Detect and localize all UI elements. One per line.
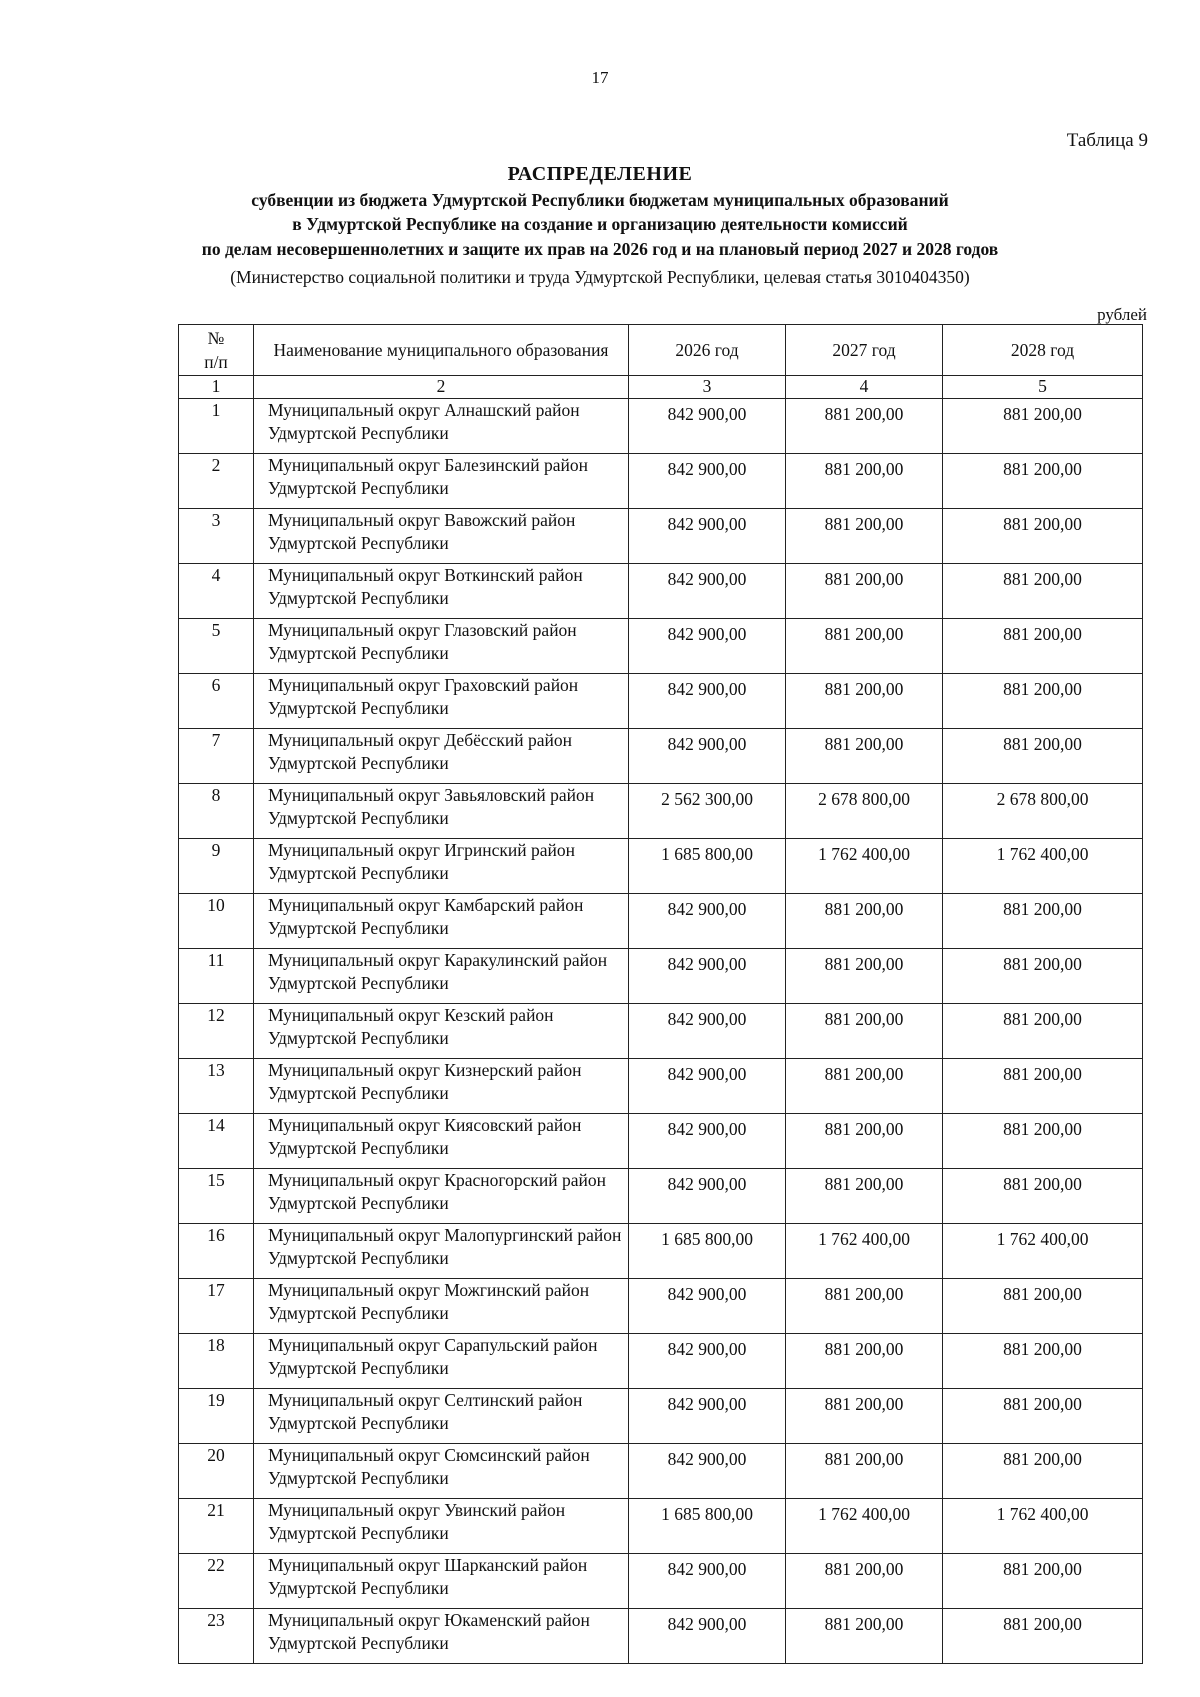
amount-2027-cell: 881 200,00 xyxy=(786,1279,943,1334)
header-number-cell xyxy=(179,325,254,376)
amount-2026-cell: 842 900,00 xyxy=(629,454,786,509)
amount-2028-cell: 881 200,00 xyxy=(943,1609,1143,1664)
amount-2026-cell: 2 562 300,00 xyxy=(629,784,786,839)
amount-2026-cell: 1 685 800,00 xyxy=(629,839,786,894)
column-number: 4 xyxy=(786,376,943,399)
row-number-cell: 20 xyxy=(179,1444,254,1499)
municipality-name-cell: Муниципальный округ Сюмсинский район Удмуртской Республики xyxy=(254,1444,629,1499)
municipality-name-cell: Муниципальный округ Шарканский район Удмуртской Республики xyxy=(254,1554,629,1609)
row-number-cell: 23 xyxy=(179,1609,254,1664)
document-title: РАСПРЕДЕЛЕНИЕ xyxy=(507,163,693,185)
column-number: 5 xyxy=(943,376,1143,399)
amount-2026-cell: 842 900,00 xyxy=(629,729,786,784)
amount-2026-cell: 842 900,00 xyxy=(629,894,786,949)
table-row xyxy=(179,949,1143,1004)
amount-2027-cell: 881 200,00 xyxy=(786,1059,943,1114)
amount-2027-cell: 881 200,00 xyxy=(786,1004,943,1059)
table-row xyxy=(179,1334,1143,1389)
table-row xyxy=(179,839,1143,894)
table-row xyxy=(179,1609,1143,1664)
table-row xyxy=(179,1554,1143,1609)
municipality-name-cell: Муниципальный округ Глазовский район Удмуртской Республики xyxy=(254,619,629,674)
municipality-name-cell: Муниципальный округ Киясовский район Удмуртской Республики xyxy=(254,1114,629,1169)
amount-2028-cell: 881 200,00 xyxy=(943,1444,1143,1499)
amount-2028-cell: 881 200,00 xyxy=(943,619,1143,674)
municipality-name-cell: Муниципальный округ Юкаменский район Удмуртской Республики xyxy=(254,1609,629,1664)
table-row xyxy=(179,454,1143,509)
subtitle-line: в Удмуртской Республике на создание и организацию деятельности комиссий xyxy=(292,214,908,234)
table-row xyxy=(179,1279,1143,1334)
amount-2026-cell: 842 900,00 xyxy=(629,949,786,1004)
municipality-name-cell: Муниципальный округ Малопургинский район Удмуртской Республики xyxy=(254,1224,629,1279)
row-number-cell: 22 xyxy=(179,1554,254,1609)
row-number-cell: 4 xyxy=(179,564,254,619)
amount-2027-cell: 881 200,00 xyxy=(786,729,943,784)
amount-2028-cell: 881 200,00 xyxy=(943,1114,1143,1169)
municipality-name-cell: Муниципальный округ Дебёсский район Удмуртской Республики xyxy=(254,729,629,784)
amount-2028-cell: 881 200,00 xyxy=(943,454,1143,509)
amount-2028-cell: 881 200,00 xyxy=(943,1334,1143,1389)
municipality-name-cell: Муниципальный округ Вавожский район Удмуртской Республики xyxy=(254,509,629,564)
row-number-cell: 8 xyxy=(179,784,254,839)
amount-2026-cell: 842 900,00 xyxy=(629,509,786,564)
amount-2026-cell: 842 900,00 xyxy=(629,1169,786,1224)
row-number-cell: 16 xyxy=(179,1224,254,1279)
row-number-cell: 10 xyxy=(179,894,254,949)
table-row xyxy=(179,399,1143,454)
amount-2026-cell: 842 900,00 xyxy=(629,1389,786,1444)
row-number-cell: 2 xyxy=(179,454,254,509)
amount-2027-cell: 881 200,00 xyxy=(786,674,943,729)
municipality-name-cell: Муниципальный округ Каракулинский район Удмуртской Республики xyxy=(254,949,629,1004)
amount-2028-cell: 881 200,00 xyxy=(943,949,1143,1004)
amount-2028-cell: 881 200,00 xyxy=(943,1169,1143,1224)
municipality-name-cell: Муниципальный округ Воткинский район Удмуртской Республики xyxy=(254,564,629,619)
amount-2026-cell: 842 900,00 xyxy=(629,1279,786,1334)
table-row xyxy=(179,1169,1143,1224)
column-number-row xyxy=(179,376,1143,399)
row-number-cell: 12 xyxy=(179,1004,254,1059)
page-number: 17 xyxy=(591,68,609,87)
amount-2026-cell: 842 900,00 xyxy=(629,619,786,674)
header-2026-cell: 2026 год xyxy=(629,325,786,376)
table-row xyxy=(179,1444,1143,1499)
amount-2028-cell: 881 200,00 xyxy=(943,674,1143,729)
ministry-note: (Министерство социальной политики и труда Удмуртской Республики, целевая статья 3010404350) xyxy=(230,267,970,287)
amount-2026-cell: 1 685 800,00 xyxy=(629,1224,786,1279)
amount-2028-cell: 881 200,00 xyxy=(943,729,1143,784)
row-number-cell: 1 xyxy=(179,399,254,454)
subtitle-line: субвенции из бюджета Удмуртской Республики бюджетам муниципальных образований xyxy=(251,190,949,210)
table-row xyxy=(179,1004,1143,1059)
amount-2028-cell: 881 200,00 xyxy=(943,1279,1143,1334)
amount-2027-cell: 881 200,00 xyxy=(786,1169,943,1224)
column-number: 1 xyxy=(179,376,254,399)
row-number-cell: 17 xyxy=(179,1279,254,1334)
amount-2027-cell: 1 762 400,00 xyxy=(786,1224,943,1279)
table-row xyxy=(179,674,1143,729)
row-number-cell: 3 xyxy=(179,509,254,564)
municipality-name-cell: Муниципальный округ Увинский район Удмуртской Республики xyxy=(254,1499,629,1554)
amount-2027-cell: 881 200,00 xyxy=(786,399,943,454)
municipality-name-cell: Муниципальный округ Селтинский район Удмуртской Республики xyxy=(254,1389,629,1444)
amount-2028-cell: 1 762 400,00 xyxy=(943,1224,1143,1279)
municipality-name-cell: Муниципальный округ Кезский район Удмуртской Республики xyxy=(254,1004,629,1059)
amount-2027-cell: 881 200,00 xyxy=(786,1609,943,1664)
subtitle-line: по делам несовершеннолетних и защите их прав на 2026 год и на плановый период 2027 и 2028 годов xyxy=(201,239,999,259)
amount-2028-cell: 881 200,00 xyxy=(943,1059,1143,1114)
amount-2026-cell: 842 900,00 xyxy=(629,1114,786,1169)
amount-2026-cell: 842 900,00 xyxy=(629,1554,786,1609)
amount-2027-cell: 881 200,00 xyxy=(786,454,943,509)
amount-2026-cell: 842 900,00 xyxy=(629,1609,786,1664)
amount-2027-cell: 881 200,00 xyxy=(786,1554,943,1609)
table-row xyxy=(179,784,1143,839)
amount-2028-cell: 881 200,00 xyxy=(943,509,1143,564)
amount-2026-cell: 842 900,00 xyxy=(629,399,786,454)
row-number-cell: 7 xyxy=(179,729,254,784)
amount-2027-cell: 881 200,00 xyxy=(786,1334,943,1389)
municipality-name-cell: Муниципальный округ Сарапульский район Удмуртской Республики xyxy=(254,1334,629,1389)
amount-2028-cell: 2 678 800,00 xyxy=(943,784,1143,839)
municipality-name-cell: Муниципальный округ Завьяловский район Удмуртской Республики xyxy=(254,784,629,839)
amount-2028-cell: 881 200,00 xyxy=(943,564,1143,619)
amount-2026-cell: 1 685 800,00 xyxy=(629,1499,786,1554)
column-number: 3 xyxy=(629,376,786,399)
table-row xyxy=(179,1389,1143,1444)
amount-2026-cell: 842 900,00 xyxy=(629,674,786,729)
table-label: Таблица 9 xyxy=(1066,130,1148,151)
municipality-name-cell: Муниципальный округ Граховский район Удмуртской Республики xyxy=(254,674,629,729)
table-row xyxy=(179,1114,1143,1169)
municipality-name-cell: Муниципальный округ Камбарский район Удмуртской Республики xyxy=(254,894,629,949)
header-2028-cell: 2028 год xyxy=(943,325,1143,376)
row-number-cell: 18 xyxy=(179,1334,254,1389)
row-number-cell: 5 xyxy=(179,619,254,674)
amount-2027-cell: 881 200,00 xyxy=(786,509,943,564)
table-row xyxy=(179,1499,1143,1554)
amount-2026-cell: 842 900,00 xyxy=(629,1334,786,1389)
amount-2028-cell: 881 200,00 xyxy=(943,1389,1143,1444)
row-number-cell: 6 xyxy=(179,674,254,729)
table-row xyxy=(179,564,1143,619)
municipality-name-cell: Муниципальный округ Алнашский район Удмуртской Республики xyxy=(254,399,629,454)
amount-2027-cell: 881 200,00 xyxy=(786,619,943,674)
table-row xyxy=(179,619,1143,674)
amount-2028-cell: 881 200,00 xyxy=(943,1554,1143,1609)
header-name-cell: Наименование муниципального образования xyxy=(254,325,629,376)
row-number-cell: 21 xyxy=(179,1499,254,1554)
amount-2026-cell: 842 900,00 xyxy=(629,1444,786,1499)
amount-2027-cell: 1 762 400,00 xyxy=(786,839,943,894)
amount-2028-cell: 1 762 400,00 xyxy=(943,839,1143,894)
distribution-table xyxy=(178,324,1143,1664)
amount-2027-cell: 881 200,00 xyxy=(786,1389,943,1444)
amount-2028-cell: 881 200,00 xyxy=(943,399,1143,454)
amount-2027-cell: 881 200,00 xyxy=(786,564,943,619)
header-number-sign: № xyxy=(207,328,225,348)
amount-2027-cell: 881 200,00 xyxy=(786,949,943,1004)
table-row xyxy=(179,894,1143,949)
amount-2027-cell: 881 200,00 xyxy=(786,1114,943,1169)
amount-2027-cell: 881 200,00 xyxy=(786,894,943,949)
amount-2028-cell: 881 200,00 xyxy=(943,894,1143,949)
row-number-cell: 11 xyxy=(179,949,254,1004)
table-row xyxy=(179,1224,1143,1279)
table-row xyxy=(179,1059,1143,1114)
amount-2027-cell: 2 678 800,00 xyxy=(786,784,943,839)
amount-2028-cell: 881 200,00 xyxy=(943,1004,1143,1059)
amount-2027-cell: 881 200,00 xyxy=(786,1444,943,1499)
row-number-cell: 15 xyxy=(179,1169,254,1224)
municipality-name-cell: Муниципальный округ Красногорский район Удмуртской Республики xyxy=(254,1169,629,1224)
row-number-cell: 9 xyxy=(179,839,254,894)
municipality-name-cell: Муниципальный округ Кизнерский район Удмуртской Республики xyxy=(254,1059,629,1114)
amount-2026-cell: 842 900,00 xyxy=(629,564,786,619)
amount-2026-cell: 842 900,00 xyxy=(629,1004,786,1059)
amount-2028-cell: 1 762 400,00 xyxy=(943,1499,1143,1554)
table-row xyxy=(179,729,1143,784)
row-number-cell: 19 xyxy=(179,1389,254,1444)
row-number-cell: 14 xyxy=(179,1114,254,1169)
municipality-name-cell: Муниципальный округ Игринский район Удмуртской Республики xyxy=(254,839,629,894)
municipality-name-cell: Муниципальный округ Можгинский район Удмуртской Республики xyxy=(254,1279,629,1334)
header-number-abbr: п/п xyxy=(204,352,228,372)
column-number: 2 xyxy=(254,376,629,399)
amount-2026-cell: 842 900,00 xyxy=(629,1059,786,1114)
amount-2027-cell: 1 762 400,00 xyxy=(786,1499,943,1554)
units-label: рублей xyxy=(1097,305,1147,324)
municipality-name-cell: Муниципальный округ Балезинский район Удмуртской Республики xyxy=(254,454,629,509)
row-number-cell: 13 xyxy=(179,1059,254,1114)
header-2027-cell: 2027 год xyxy=(786,325,943,376)
table-header-row xyxy=(179,325,1143,376)
table-row xyxy=(179,509,1143,564)
